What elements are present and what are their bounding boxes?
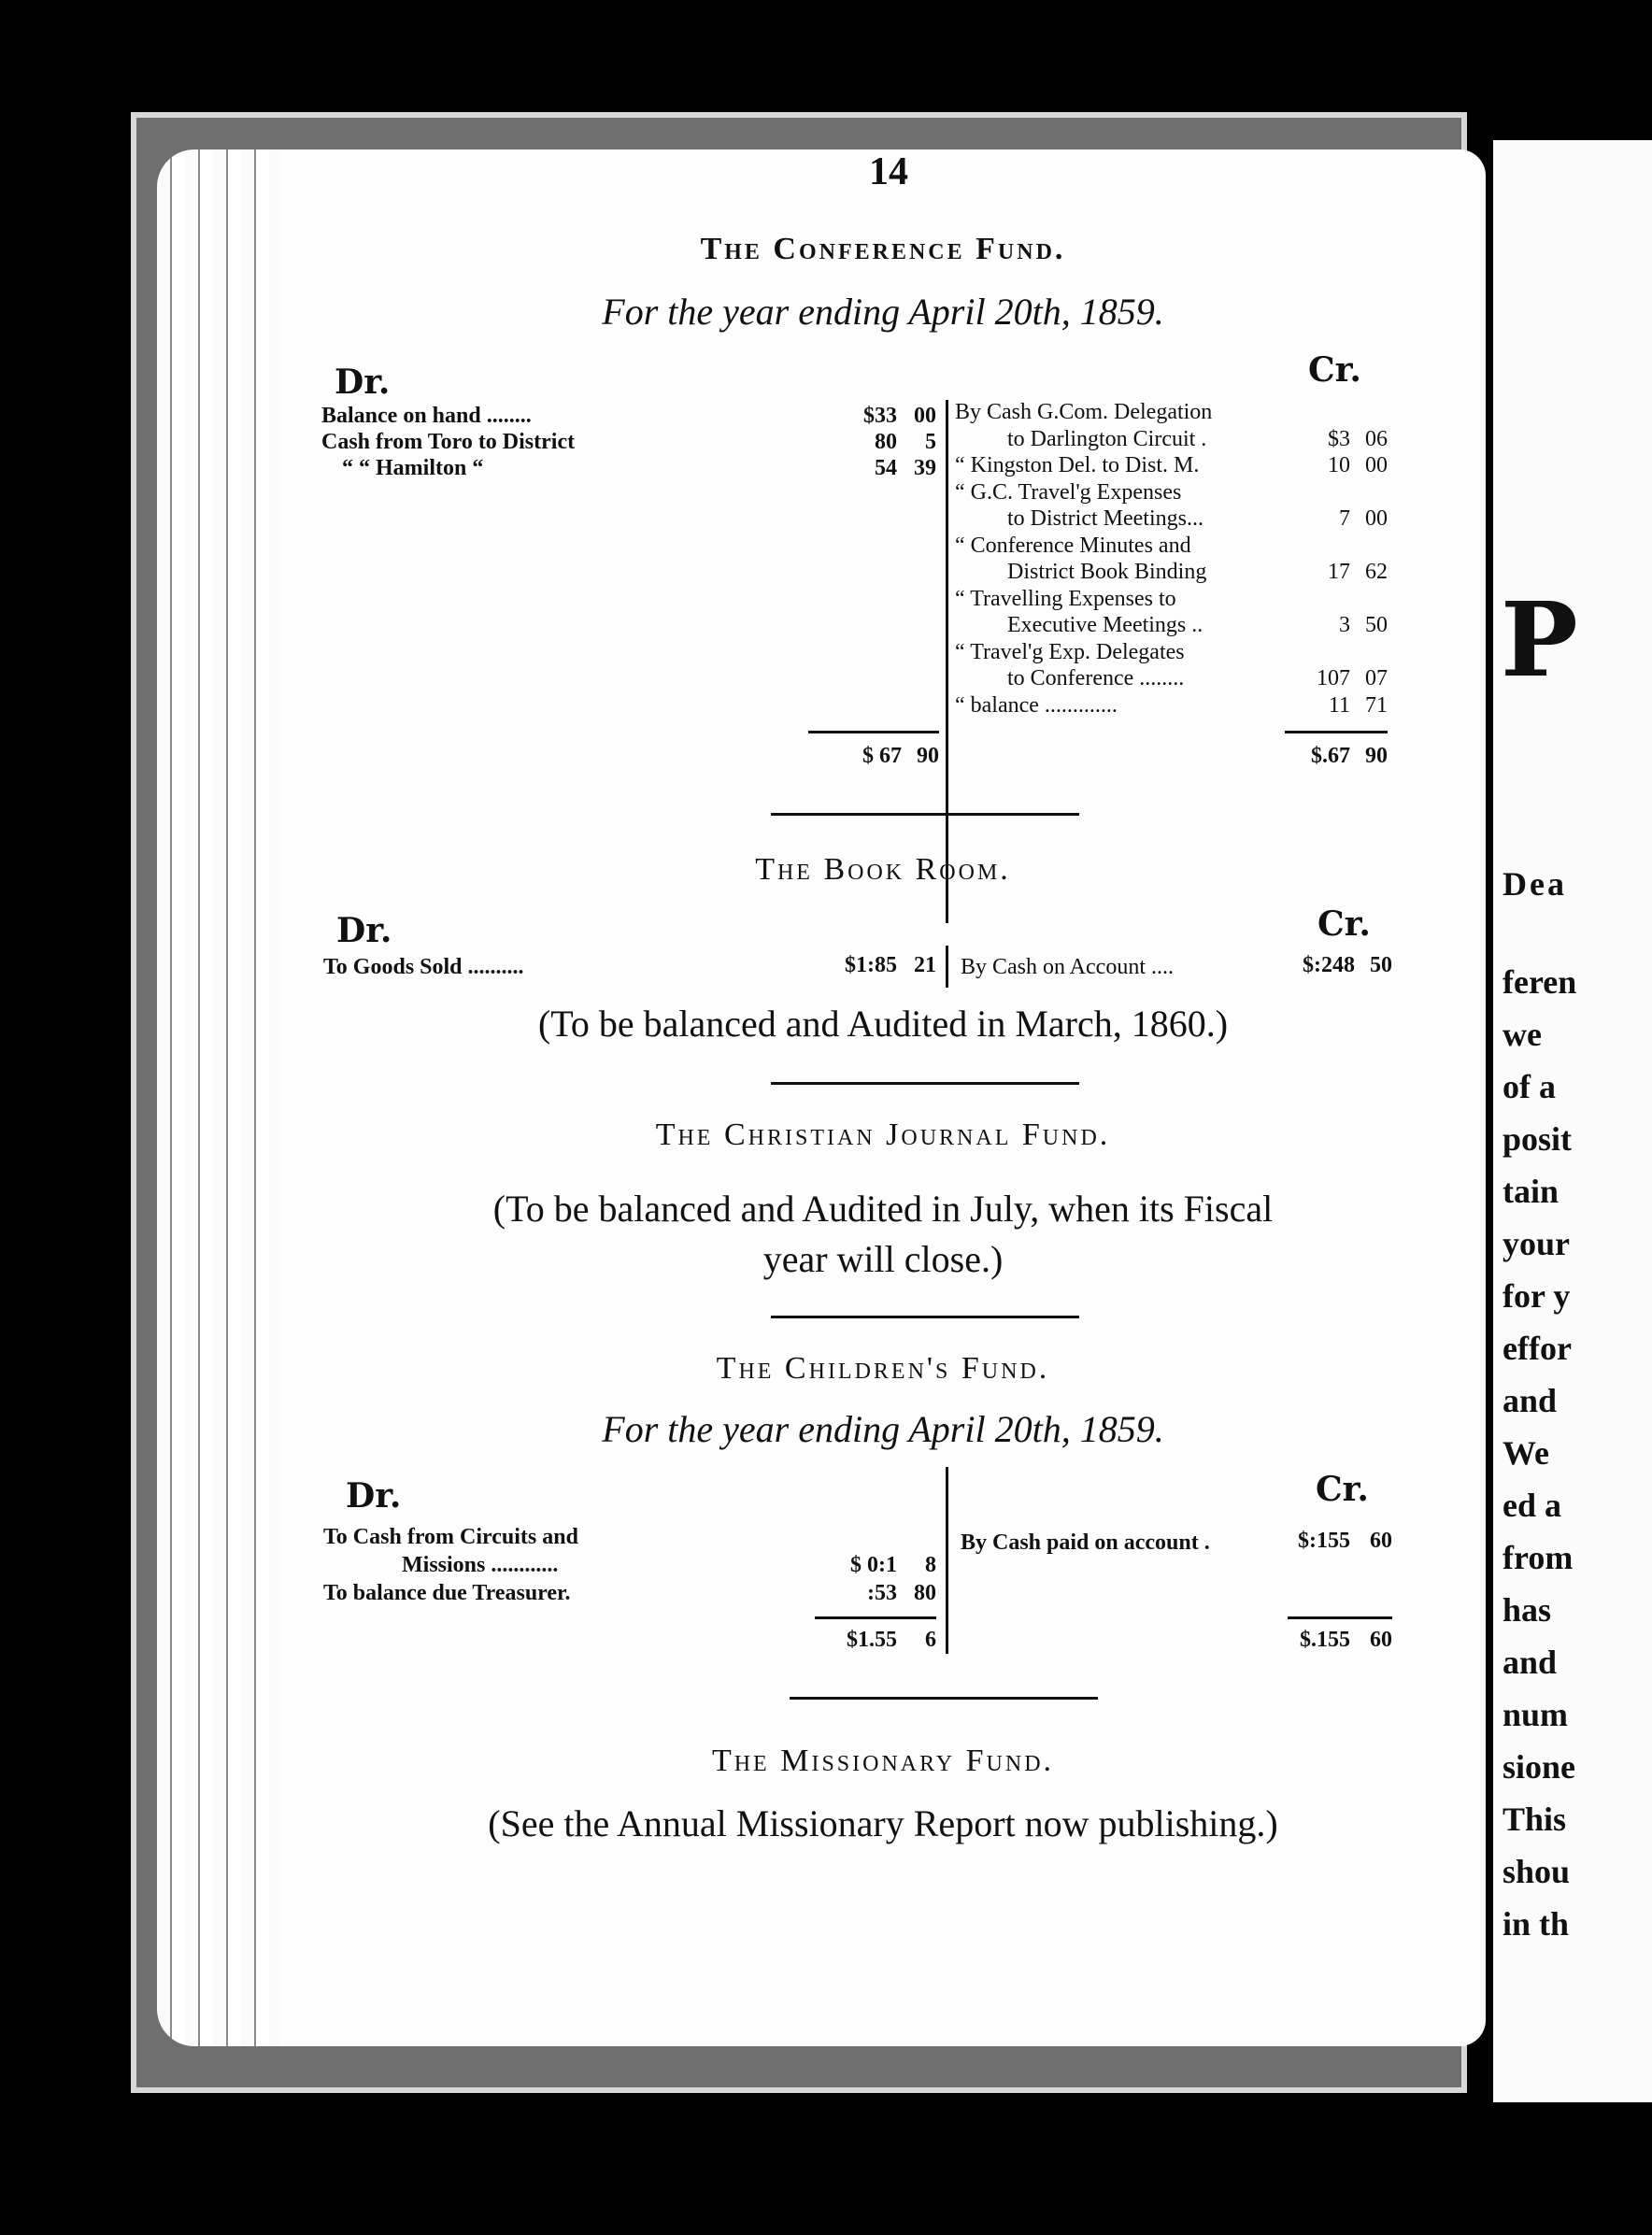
conference-credit-row-cents: 00: [1365, 506, 1388, 531]
facing-page-line: has: [1502, 1591, 1552, 1629]
book-room-title: The Book Room.: [755, 852, 1011, 887]
book-room-cr-label: Cr.: [1317, 904, 1371, 944]
facing-page-line: and: [1502, 1382, 1558, 1419]
facing-page-line: ed a: [1502, 1487, 1561, 1524]
christian-journal-note-line2: year will close.): [762, 1238, 1004, 1280]
conference-credit-row-cents: 06: [1365, 426, 1388, 451]
childrens-credit-dollars: $:155: [1298, 1529, 1350, 1553]
facing-page-line: Dea: [1502, 865, 1567, 903]
book-room-dr-label: Dr.: [336, 911, 392, 950]
childrens-credit-text: By Cash paid on account .: [961, 1530, 1210, 1555]
conference-fund-title: The Conference Fund.: [700, 232, 1066, 266]
facing-page-line: We: [1502, 1434, 1549, 1472]
conference-credit-row-cents: 50: [1365, 613, 1388, 637]
conference-debit-row-dollars: 54: [875, 456, 897, 480]
conference-credit-row-dollars: 10: [1328, 453, 1350, 477]
facing-page-line: This: [1502, 1801, 1567, 1838]
conference-credit-row-text: “ Travel'g Exp. Delegates: [955, 639, 1185, 664]
childrens-fund-title: The Children's Fund.: [716, 1351, 1050, 1386]
conference-fund-period: For the year ending April 20th, 1859.: [602, 291, 1164, 333]
conference-credit-row-text: to District Meetings...: [1007, 506, 1203, 531]
facing-page-line: and: [1502, 1644, 1558, 1681]
conference-cr-total-rule: [1285, 731, 1388, 733]
book-room-debit-dollars: $1:85: [845, 953, 897, 977]
childrens-credit-cents: 60: [1370, 1529, 1392, 1553]
section-separator: [790, 1697, 1098, 1700]
book-room-debit-text: To Goods Sold ..........: [323, 955, 524, 979]
facing-page-line: tain: [1502, 1173, 1559, 1210]
facing-page-line: of a: [1502, 1068, 1556, 1105]
childrens-debit-row-text: To Cash from Circuits and: [323, 1525, 578, 1549]
missionary-fund-title: The Missionary Fund.: [711, 1744, 1055, 1778]
childrens-debit-row-text: Missions ............: [402, 1553, 559, 1577]
conference-dr-total-dollars: $ 67: [862, 744, 902, 768]
missionary-fund-note: (See the Annual Missionary Report now publishing.): [488, 1802, 1278, 1844]
childrens-dr-total-rule: [815, 1616, 936, 1619]
facing-page-line: for y: [1502, 1277, 1571, 1315]
conference-credit-row-dollars: 11: [1328, 692, 1350, 718]
facing-page-line: we: [1502, 1016, 1542, 1053]
facing-page-line: posit: [1502, 1120, 1573, 1158]
childrens-debit-row-cents: 8: [925, 1553, 936, 1577]
conference-dr-total-rule: [808, 731, 939, 733]
conference-credit-row-text: By Cash G.Com. Delegation: [955, 400, 1213, 424]
facing-page-line: feren: [1502, 963, 1577, 1001]
conference-dr-total-cents: 90: [917, 744, 939, 768]
conference-credit-row-cents: 71: [1365, 692, 1388, 718]
childrens-dr-total-dollars: $1.55: [847, 1628, 897, 1652]
conference-credit-row-text: “ balance .............: [955, 692, 1118, 718]
conference-debit-row-dollars: 80: [875, 430, 897, 454]
section-separator: [771, 1316, 1079, 1318]
facing-page: [1493, 140, 1652, 2102]
conference-debit-row-dollars: $33: [863, 404, 897, 428]
section-separator: [771, 1082, 1079, 1085]
left-page: [280, 149, 1486, 2046]
book-room-debit-cents: 21: [914, 953, 936, 977]
book-room-credit-dollars: $:248: [1303, 953, 1355, 977]
facing-page-line: num: [1502, 1696, 1569, 1733]
christian-journal-note-line1: (To be balanced and Audited in July, when its Fiscal: [492, 1188, 1274, 1230]
childrens-debit-row-dollars: :53: [867, 1581, 897, 1605]
conference-credit-row-dollars: 3: [1339, 613, 1350, 637]
conference-credit-row-cents: 00: [1365, 453, 1388, 477]
facing-page-line: in th: [1502, 1905, 1570, 1943]
conference-credit-row-dollars: 107: [1317, 666, 1350, 690]
childrens-divider: [946, 1467, 948, 1654]
conference-credit-row-text: Executive Meetings ..: [1007, 613, 1203, 637]
conference-debit-row-text: Cash from Toro to District: [321, 430, 576, 454]
conference-cr-label: Cr.: [1308, 350, 1361, 390]
conference-credit-row-dollars: 17: [1328, 560, 1350, 584]
conference-credit-row-cents: 07: [1365, 666, 1388, 690]
childrens-cr-total-cents: 60: [1370, 1628, 1392, 1652]
conference-cr-total-dollars: $.67: [1311, 744, 1350, 768]
conference-debit-row-cents: 39: [914, 456, 936, 480]
christian-journal-title: The Christian Journal Fund.: [655, 1118, 1111, 1152]
childrens-fund-period: For the year ending April 20th, 1859.: [602, 1408, 1164, 1450]
facing-page-line: sione: [1502, 1748, 1576, 1786]
conference-credit-row-dollars: $3: [1328, 426, 1350, 451]
conference-debit-row-cents: 5: [925, 430, 936, 454]
childrens-dr-label: Dr.: [346, 1476, 402, 1516]
facing-page-line: effor: [1502, 1330, 1572, 1367]
conference-debit-row-text: “ “ Hamilton “: [342, 456, 484, 480]
conference-credit-row-text: “ Travelling Expenses to: [955, 586, 1176, 611]
conference-credit-row-text: “ G.C. Travel'g Expenses: [955, 479, 1182, 505]
conference-divider: [946, 400, 948, 923]
conference-credit-row-text: District Book Binding: [1007, 560, 1207, 584]
childrens-debit-row-text: To balance due Treasurer.: [323, 1581, 571, 1605]
section-separator: [771, 813, 1079, 816]
facing-page-line: shou: [1502, 1853, 1571, 1890]
conference-cr-total-cents: 90: [1365, 744, 1388, 768]
childrens-dr-total-cents: 6: [925, 1628, 936, 1652]
childrens-cr-label: Cr.: [1316, 1470, 1369, 1509]
book-room-credit-cents: 50: [1370, 953, 1392, 977]
conference-credit-row-text: “ Kingston Del. to Dist. M.: [955, 453, 1200, 477]
conference-credit-row-text: to Conference ........: [1007, 666, 1185, 690]
conference-debit-row-cents: 00: [914, 404, 936, 428]
conference-debit-row-text: Balance on hand ........: [321, 404, 532, 428]
book-room-note: (To be balanced and Audited in March, 1860.): [537, 1003, 1229, 1045]
childrens-debit-row-dollars: $ 0:1: [850, 1553, 897, 1577]
conference-credit-row-text: “ Conference Minutes and: [955, 533, 1191, 558]
childrens-cr-total-dollars: $.155: [1300, 1628, 1350, 1652]
facing-page-line: from: [1502, 1539, 1574, 1576]
book-room-divider: [946, 946, 948, 988]
facing-page-line: your: [1502, 1225, 1570, 1262]
conference-dr-label: Dr.: [335, 363, 391, 402]
conference-credit-row-dollars: 7: [1339, 506, 1350, 531]
page-number: 14: [869, 150, 908, 193]
conference-credit-row-text: to Darlington Circuit .: [1007, 426, 1207, 451]
childrens-cr-total-rule: [1288, 1616, 1392, 1619]
conference-credit-row-cents: 62: [1365, 560, 1388, 584]
childrens-debit-row-cents: 80: [914, 1581, 936, 1605]
ornamental-initial: P: [1501, 579, 1578, 700]
book-room-credit-text: By Cash on Account ....: [961, 955, 1174, 979]
